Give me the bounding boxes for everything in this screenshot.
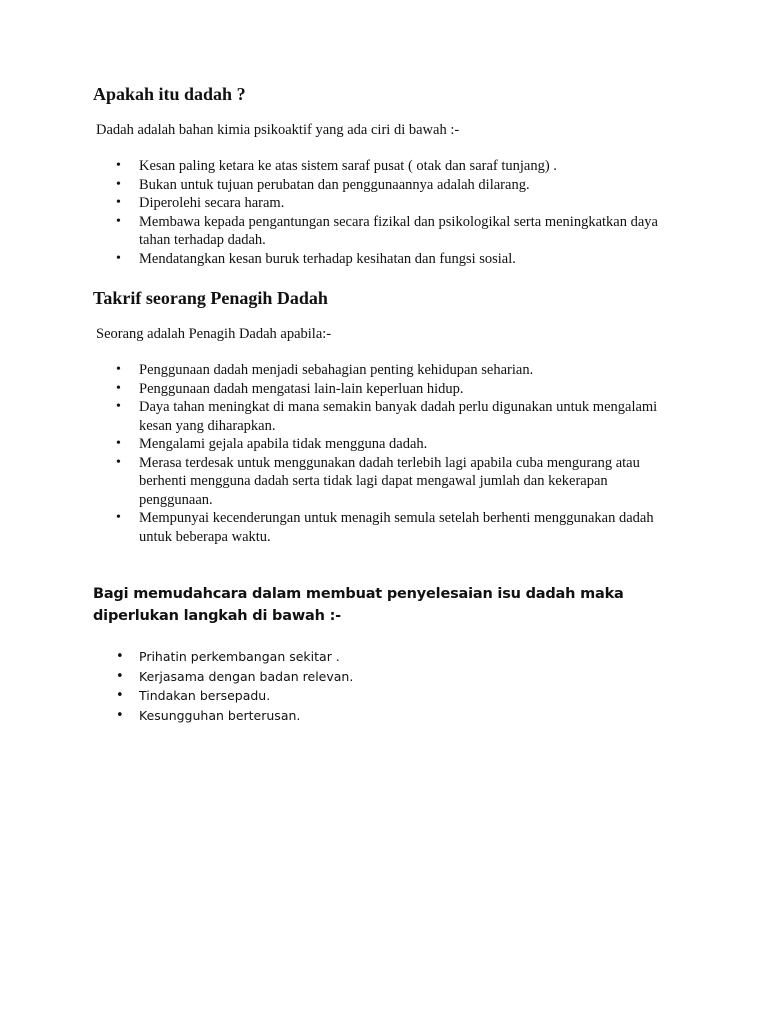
- list-item: • Penggunaan dadah menjadi sebahagian penting kehidupan seharian.: [116, 362, 534, 378]
- list-item: • Mendatangkan kesan buruk terhadap kesihatan dan fungsi sosial.: [116, 250, 516, 267]
- list-item: • Mempunyai kecenderungan untuk menagih semula setelah berhenti menggunakan dadah untuk beberapa waktu.: [116, 510, 654, 545]
- list-item: • Merasa terdesak untuk menggunakan dadah terlebih lagi apabila cuba mengurang atau berhenti mengguna dadah serta tidak lagi dapat mengawal jumlah dan kekerapan penggunaan.: [116, 454, 640, 508]
- list-item: • Bukan untuk tujuan perubatan dan penggunaannya adalah dilarang.: [116, 176, 530, 193]
- bullet-icon: •: [116, 176, 121, 192]
- list-item: • Daya tahan meningkat di mana semakin banyak dadah perlu digunakan untuk mengalami kesan yang diharapkan.: [116, 399, 658, 434]
- section-title-apakah-itu-dadah: Apakah itu dadah ?: [93, 84, 246, 104]
- bullet-icon: •: [116, 436, 121, 451]
- bullet-icon: •: [116, 362, 121, 377]
- bullet-icon: •: [116, 454, 121, 470]
- list-item: • Kesan paling ketara ke atas sistem saraf pusat ( otak dan saraf tunjang) .: [116, 158, 557, 174]
- bullet-icon: •: [116, 668, 124, 684]
- list-item: • Kerjasama dengan badan relevan.: [0, 667, 679, 687]
- section-intro: Dadah adalah bahan kimia psikoaktif yang ada ciri di bawah :-: [96, 122, 460, 138]
- characteristics-list: [0, 157, 679, 268]
- bullet-icon: •: [116, 158, 121, 173]
- list-item: • Tindakan bersepadu.: [0, 686, 679, 706]
- bullet-icon: •: [116, 399, 121, 414]
- bullet-icon: •: [116, 688, 124, 703]
- section-title-takrif-penagih: Takrif seorang Penagih Dadah: [93, 288, 328, 308]
- list-item: • Diperolehi secara haram.: [116, 195, 285, 211]
- addict-criteria-list: [0, 361, 679, 546]
- bullet-icon: •: [116, 250, 121, 266]
- bullet-icon: •: [116, 213, 121, 229]
- bullet-icon: •: [116, 510, 121, 525]
- list-item: • Mengalami gejala apabila tidak mengguna dadah.: [116, 436, 428, 452]
- bullet-icon: •: [116, 649, 124, 664]
- list-item: • Penggunaan dadah mengatasi lain-lain keperluan hidup.: [116, 380, 464, 397]
- bullet-icon: •: [116, 707, 124, 723]
- bullet-icon: •: [116, 380, 121, 396]
- list-item: • Prihatin perkembangan sekitar .: [0, 647, 679, 667]
- bullet-icon: •: [116, 195, 121, 210]
- section-intro: Seorang adalah Penagih Dadah apabila:-: [96, 326, 332, 342]
- list-item: • Membawa kepada pengantungan secara fizikal dan psikologikal serta meningkatkan daya tahan terhadap dadah.: [116, 213, 658, 248]
- section-title-langkah: Bagi memudahcara dalam membuat penyelesaian isu dadah maka diperlukan langkah di bawah :-: [93, 586, 624, 624]
- list-item: • Kesungguhan berterusan.: [0, 706, 679, 726]
- steps-list: [0, 647, 679, 725]
